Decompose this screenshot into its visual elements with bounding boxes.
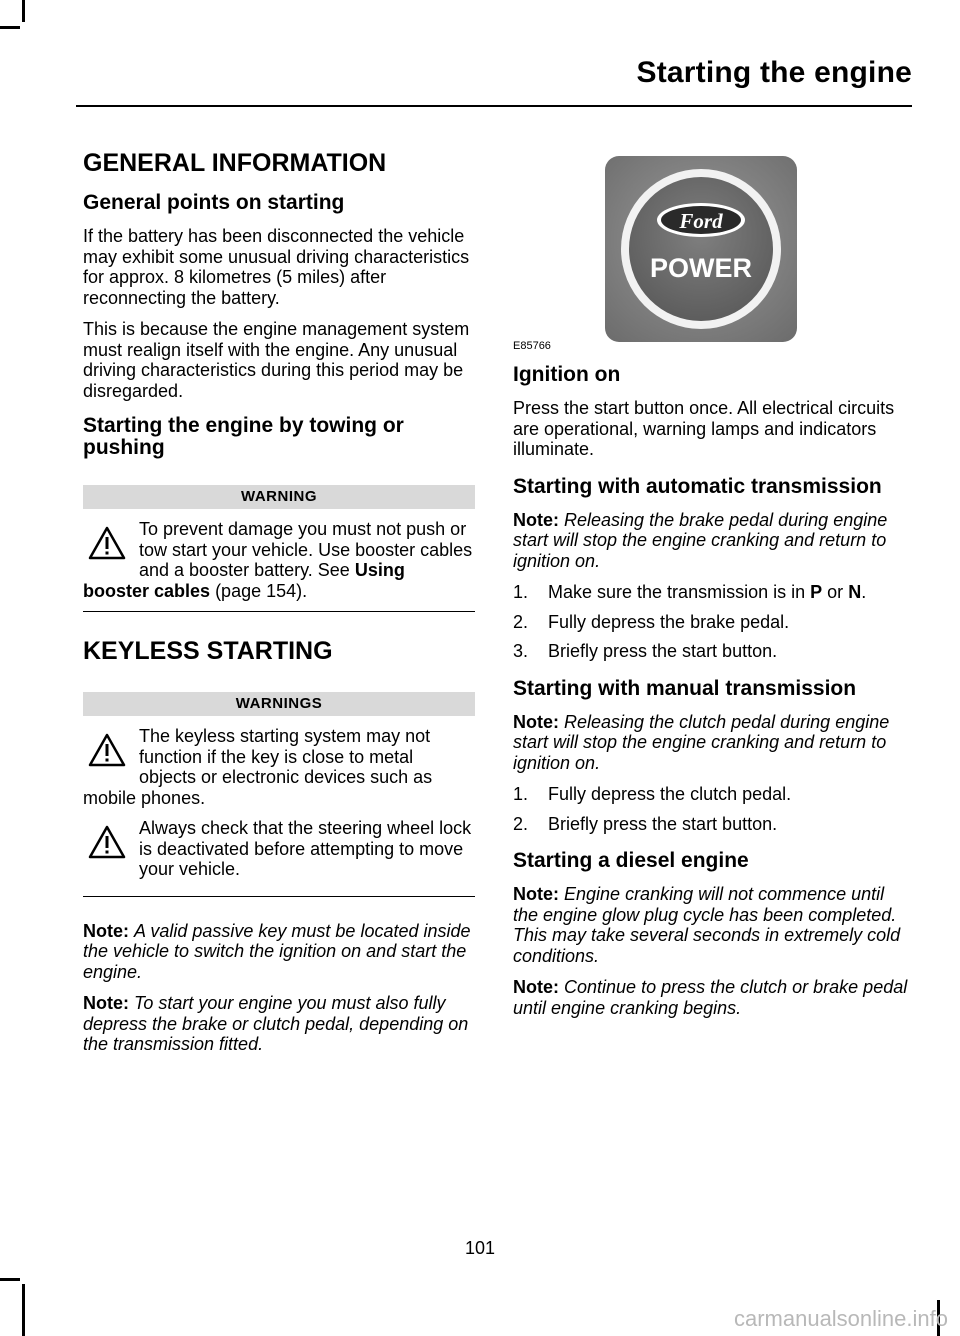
warning-rule (83, 896, 475, 897)
note-label: Note: (83, 993, 129, 1013)
note-text: A valid passive key must be located inside the vehicle to switch the ignition on and start the engine. (83, 920, 471, 982)
heading-keyless-starting: KEYLESS STARTING (83, 637, 333, 665)
note-depress-pedal (83, 993, 475, 1055)
heading-towing-pushing: Starting the engine by towing or pushing (83, 414, 404, 459)
note-automatic (513, 510, 908, 572)
crop-mark (22, 0, 25, 22)
right-column (513, 148, 908, 1029)
warning-text-keyless: The keyless starting system may not function if the key is close to metal objects or electronic devices such as mobile phones. (83, 726, 433, 808)
note-text: To start your engine you must also fully depress the brake or clutch pedal, depending on the transmission fitted. (83, 993, 469, 1054)
note-diesel-pedal (513, 977, 908, 1018)
warning-triangle-icon (87, 732, 127, 768)
left-column (83, 140, 475, 1066)
warning-triangle-icon (87, 525, 127, 561)
heading-ignition-on: Ignition on (513, 363, 621, 386)
power-button-figure (513, 154, 908, 354)
booster-cables-link[interactable]: Using booster cables (83, 560, 405, 601)
warning-rule (83, 611, 475, 612)
note-label: Note: (513, 711, 559, 732)
warning-page-ref: (page 154). (215, 580, 308, 601)
note-label: Note: (513, 977, 559, 997)
note-text: Releasing the brake pedal during engine start will stop the engine cranking and return to ignition on. (513, 509, 888, 571)
note-text: Engine cranking will not commence until the engine glow plug cycle has been completed. This may take several seconds in extremely cold conditions. (513, 884, 901, 966)
manual-steps (513, 784, 908, 834)
warning-item (83, 519, 475, 601)
list-item: 3. Briefly press the start button. (513, 641, 778, 661)
crop-mark (22, 1284, 25, 1336)
list-item: 2. Fully depress the brake pedal. (513, 611, 790, 632)
heading-general-information: GENERAL INFORMATION (83, 149, 387, 177)
heading-manual-transmission: Starting with manual transmission (513, 676, 857, 700)
note-text: Continue to press the clutch or brake pedal until engine cranking begins. (513, 977, 908, 1018)
note-text: Releasing the clutch pedal during engine start will stop the engine cranking and return to ignition on. (513, 711, 890, 773)
automatic-steps (513, 582, 908, 662)
title-rule (76, 105, 912, 107)
note-diesel-glow-plug (513, 884, 908, 966)
note-manual (513, 712, 908, 774)
list-item: 1. Make sure the transmission is in P or N. (513, 582, 867, 602)
heading-diesel-engine: Starting a diesel engine (513, 849, 749, 872)
paragraph-ignition: Press the start button once. All electrical circuits are operational, warning lamps and indicators illuminate. (513, 398, 895, 459)
watermark[interactable]: carmanualsonline.info (733, 1306, 948, 1331)
page-title: Starting the engine (636, 56, 912, 89)
note-label: Note: (513, 509, 559, 530)
warning-text: To prevent damage you must not push or tow start your vehicle. Use booster cables and a booster battery. See (139, 519, 473, 580)
warning-triangle-icon (87, 824, 127, 860)
crop-mark (0, 1278, 20, 1281)
page-number: 101 (464, 1238, 496, 1258)
heading-automatic-transmission: Starting with automatic transmission (513, 474, 882, 498)
power-button-illustration (603, 154, 903, 344)
crop-mark (0, 26, 20, 29)
power-label: POWER (649, 253, 753, 283)
figure-code: E85766 (513, 340, 551, 352)
list-item: 2. Briefly press the start button. (513, 813, 778, 834)
ford-logo-text: Ford (679, 209, 723, 233)
warning-item (83, 818, 475, 880)
warning-bar: WARNING (83, 485, 475, 509)
paragraph-battery: If the battery has been disconnected the vehicle may exhibit some unusual driving characteristics for approx. 8 kilometres (5 miles) after reconnecting the battery. (83, 226, 470, 308)
heading-general-points: General points on starting (83, 191, 345, 214)
note-passive-key (83, 921, 475, 983)
note-label: Note: (513, 884, 559, 904)
paragraph-engine-management: This is because the engine management system must realign itself with the engine. Any unusual driving characteristics during this period may be disregarded. (83, 319, 470, 401)
warning-item (83, 726, 475, 808)
warnings-bar: WARNINGS (83, 692, 475, 716)
note-label: Note: (83, 920, 129, 941)
warning-text-steering: Always check that the steering wheel lock is deactivated before attempting to move your vehicle. (139, 818, 472, 879)
list-item: 1. Fully depress the clutch pedal. (513, 784, 792, 804)
